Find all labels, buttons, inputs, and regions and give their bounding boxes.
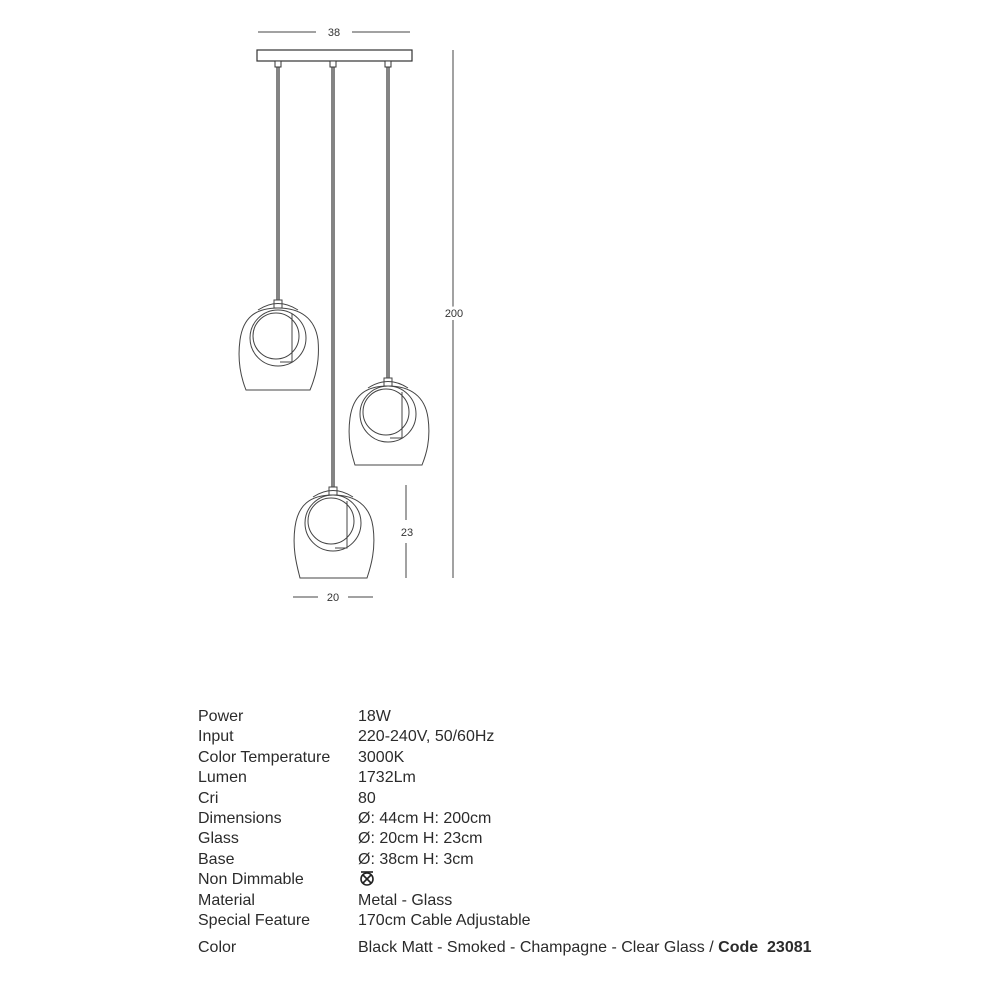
spec-value: 170cm Cable Adjustable: [358, 911, 531, 929]
product-code: Code 23081: [718, 939, 812, 957]
cable-connectors: [275, 61, 391, 67]
dimension-glass-width-label: 20: [326, 592, 340, 604]
spec-row-color-temperature: [198, 748, 898, 768]
spec-label: Non Dimmable: [198, 871, 304, 889]
spec-label: Glass: [198, 830, 239, 848]
spec-value: Ø: 20cm H: 23cm: [358, 830, 483, 848]
code-separator: /: [704, 939, 719, 957]
spec-value: Ø: 44cm H: 200cm: [358, 809, 492, 827]
non-dimmable-icon: [358, 869, 376, 887]
spec-value: [358, 938, 812, 958]
spec-label: Input: [198, 728, 234, 746]
spec-row-lumen: [198, 768, 898, 788]
spec-label: Special Feature: [198, 911, 311, 929]
spec-label: Cri: [198, 789, 219, 807]
spec-label: Dimensions: [198, 809, 282, 827]
spec-label: Lumen: [198, 769, 247, 787]
spec-label: Color Temperature: [198, 748, 331, 766]
spec-label: Color: [198, 939, 237, 957]
spec-row-dimensions: [198, 809, 898, 829]
spec-label: Material: [198, 891, 255, 909]
spec-value: Ø: 38cm H: 3cm: [358, 850, 474, 868]
spec-row-material: [198, 891, 898, 911]
spec-label: Base: [198, 850, 235, 868]
spec-value: 3000K: [358, 748, 405, 766]
color-value: Black Matt - Smoked - Champagne - Clear Glass: [358, 939, 705, 957]
cables: [277, 67, 389, 487]
pendant-left: [239, 300, 318, 390]
dimension-height-label: 200: [444, 308, 464, 320]
spec-value: [358, 870, 376, 890]
dimension-glass-height-label: 23: [400, 527, 414, 539]
spec-table: [198, 707, 898, 959]
spec-row-glass: [198, 829, 898, 849]
pendant-right: [349, 378, 429, 465]
dimension-width-label: 38: [327, 27, 341, 39]
spec-row-special-feature: [198, 911, 898, 931]
spec-value: 80: [358, 789, 376, 807]
spec-row-input: [198, 727, 898, 747]
ceiling-base: [257, 50, 412, 61]
spec-row-power: [198, 707, 898, 727]
spec-row-base: [198, 850, 898, 870]
spec-row-color: [198, 938, 898, 958]
spec-value: 1732Lm: [358, 769, 416, 787]
spec-label: Power: [198, 708, 244, 725]
spec-row-non-dimmable: [198, 870, 898, 890]
spec-value: 18W: [358, 708, 391, 725]
pendant-bottom: [294, 487, 374, 578]
spec-value: 220-240V, 50/60Hz: [358, 728, 495, 746]
spec-value: Metal - Glass: [358, 891, 453, 909]
spec-row-cri: [198, 789, 898, 809]
